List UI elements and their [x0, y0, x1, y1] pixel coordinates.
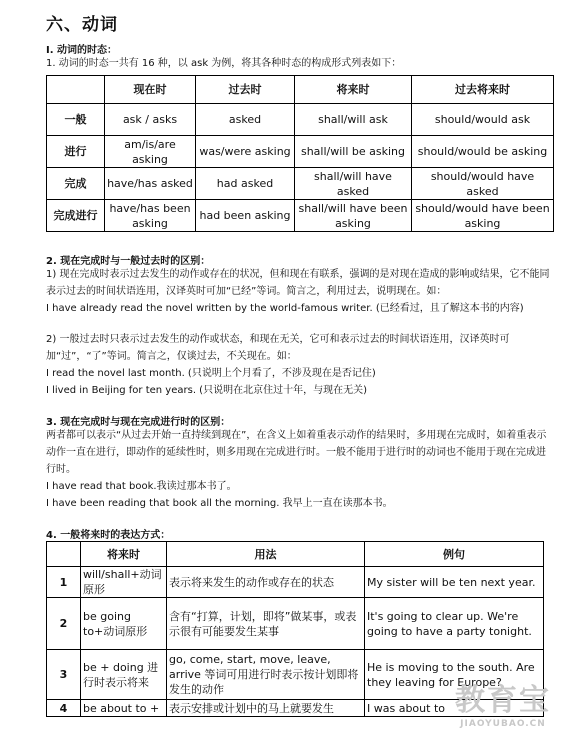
table-cell: have/has asked: [105, 168, 196, 200]
table-cell: shall/will ask: [295, 104, 412, 136]
watermark-logo-text: 教育宝: [455, 683, 551, 718]
form-cell: be + doing 进行时表示将来: [81, 650, 167, 700]
table-cell: should/would ask: [412, 104, 554, 136]
header-usage: 用法: [167, 542, 365, 567]
example-cell: I was about to: [365, 700, 544, 717]
table-row: [47, 567, 544, 598]
usage-cell: go, come, start, move, leave, arrive 等词可用进行时表示按计划即将发生的动作: [167, 650, 365, 700]
form-cell: be about to +: [81, 700, 167, 717]
row-number: 3: [47, 650, 81, 700]
form-cell: will/shall+动词原形: [81, 567, 167, 598]
section-2-example-3: I lived in Beijing for ten years. (只说明在北京住过十年，与现在无关): [46, 385, 367, 396]
row-number: 1: [47, 567, 81, 598]
table-cell: shall/will have been asking: [295, 200, 412, 232]
table-cell: was/were asking: [196, 136, 295, 168]
table-row: [47, 168, 554, 200]
section-4-heading: 4. 一般将来时的表达方式：: [46, 530, 171, 541]
section-2-example-1: I have already read the novel written by the world-famous writer. (已经看过，且了解这本书的内容): [46, 303, 524, 314]
table-row: [47, 598, 544, 650]
table-cell: shall/will have asked: [295, 168, 412, 200]
header-future-form: 将来时: [81, 542, 167, 567]
table-row: [47, 136, 554, 168]
header-past: 过去时: [196, 76, 295, 104]
tense-table: [46, 75, 554, 232]
chapter-title: 六、动词: [46, 15, 118, 35]
row-label: 完成: [47, 168, 105, 200]
table-cell: should/would be asking: [412, 136, 554, 168]
usage-cell: 表示安排或计划中的马上就要发生: [167, 700, 365, 717]
section-2-heading: 2. 现在完成时与一般过去时的区别：: [46, 256, 211, 267]
header-blank: [47, 76, 105, 104]
usage-cell: 表示将来发生的动作或存在的状态: [167, 567, 365, 598]
future-table-header: [47, 542, 544, 567]
header-blank: [47, 542, 81, 567]
section-2-para-1: 1) 现在完成时表示过去发生的动作或存在的状况，但和现在有联系，强调的是对现在造成的影响或结果，它不能同表示过去的时间状语连用，汉译英时可加“已经”等词。简言之，利用过去，说明现在。如：: [46, 269, 550, 297]
header-example: 例句: [365, 542, 544, 567]
table-cell: am/is/are asking: [105, 136, 196, 168]
section-3-heading: 3. 现在完成时与现在完成进行时的区别：: [46, 417, 231, 428]
table-cell: asked: [196, 104, 295, 136]
header-past-future: 过去将来时: [412, 76, 554, 104]
example-cell: My sister will be ten next year.: [365, 567, 544, 598]
section-1-heading: I. 动词的时态：: [46, 45, 118, 56]
section-2-example-2: I read the novel last month. (只说明上个月看了，不涉及现在是否记住): [46, 368, 376, 379]
table-cell: should/would have been asking: [412, 200, 554, 232]
table-cell: shall/will be asking: [295, 136, 412, 168]
row-label: 进行: [47, 136, 105, 168]
table-cell: had asked: [196, 168, 295, 200]
section-2-para-2: 2) 一般过去时只表示过去发生的动作或状态，和现在无关，它可和表示过去的时间状语连用，汉译英时可加“过”，“了”等词。简言之，仅谈过去，不关现在。如：: [46, 334, 510, 362]
table-row: [47, 200, 554, 232]
section-3-example-2: I have been reading that book all the morning. 我早上一直在读那本书。: [46, 498, 393, 509]
header-present: 现在时: [105, 76, 196, 104]
usage-cell: 含有“打算，计划，即将”做某事，或表示很有可能要发生某事: [167, 598, 365, 650]
section-1-intro: 1. 动词的时态一共有 16 种，以 ask 为例，将其各种时态的构成形式列表如下：: [46, 58, 402, 69]
watermark-url: JIAOYUBAO.CN: [460, 719, 546, 729]
table-cell: ask / asks: [105, 104, 196, 136]
table-cell: have/has been asking: [105, 200, 196, 232]
table-row: [47, 104, 554, 136]
watermark: [448, 683, 558, 735]
form-cell: be going to+动词原形: [81, 598, 167, 650]
tense-table-header: [47, 76, 554, 104]
row-label: 一般: [47, 104, 105, 136]
header-future: 将来时: [295, 76, 412, 104]
table-cell: should/would have asked: [412, 168, 554, 200]
row-label: 完成进行: [47, 200, 105, 232]
example-cell: He is moving to the south. Are they leaving for Europe?: [365, 650, 544, 700]
row-number: 2: [47, 598, 81, 650]
row-number: 4: [47, 700, 81, 717]
table-cell: had been asking: [196, 200, 295, 232]
section-3-example-1: I have read that book.我读过那本书了。: [46, 481, 237, 492]
example-cell: It's going to clear up. We're going to have a party tonight.: [365, 598, 544, 650]
section-3-para: 两者都可以表示“从过去开始一直持续到现在”，在含义上如着重表示动作的结果时，多用现在完成时，如着重表示动作一直在进行，即动作的延续性时，则多用现在完成进行时。一般不能用于进行时的动词也不能用于现在完成进行时。: [46, 430, 547, 475]
